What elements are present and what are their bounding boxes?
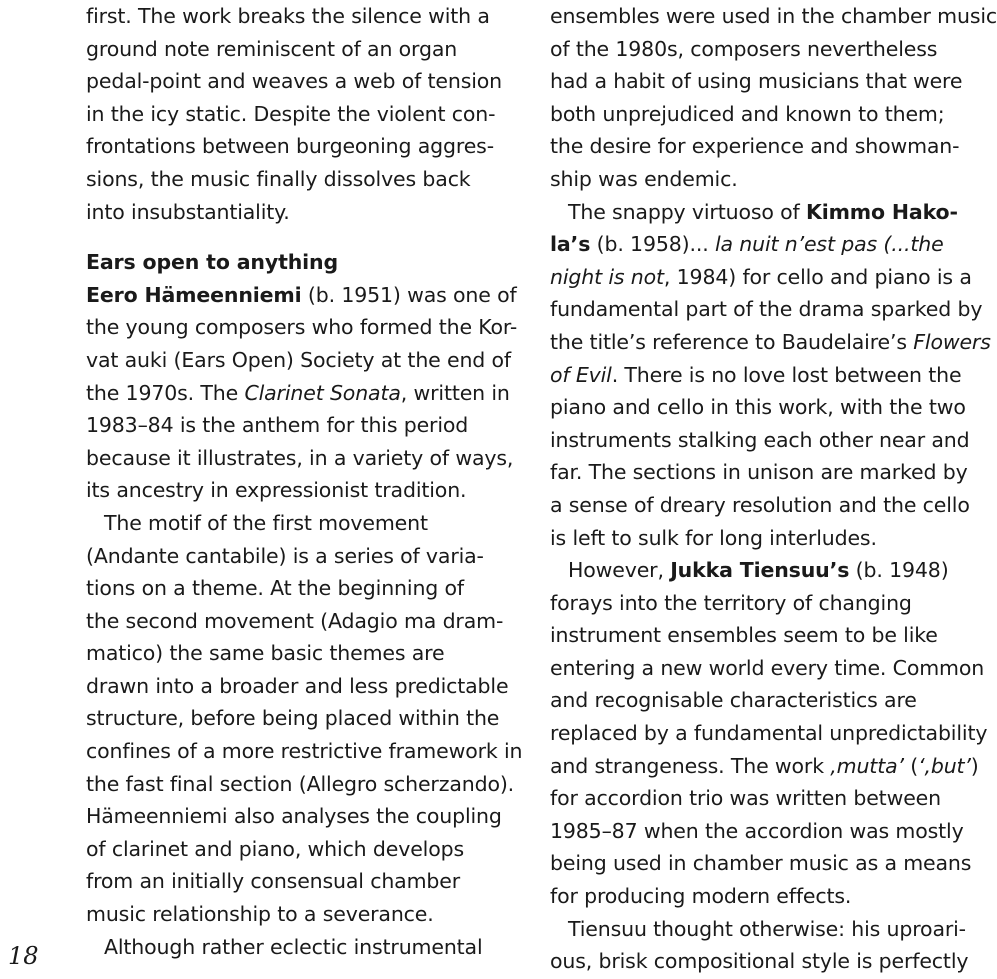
paragraph <box>550 587 988 750</box>
text-line: tions on a theme. At the beginning of <box>86 576 464 601</box>
text-line: structure, before being placed within the <box>86 706 500 731</box>
text-line: drawn into a broader and less predictable <box>86 673 509 698</box>
section-heading: Ears open to anything <box>86 250 339 275</box>
text-line: ous, brisk compositional style is perfectly <box>550 949 969 974</box>
text-line: (Andante cantabile) is a series of varia- <box>86 543 484 568</box>
text-line: the desire for experience and showman- <box>550 134 960 159</box>
text-line: matico) the same basic themes are <box>86 641 445 666</box>
work-title: la nuit n’est pas (...the <box>714 232 944 257</box>
text-line: for producing modern effects. <box>550 884 852 909</box>
text-line: far. The sections in unison are marked by <box>550 460 968 485</box>
text-line: of the 1980s, composers nevertheless <box>550 36 938 61</box>
text-line: music relationship to a severance. <box>86 902 434 927</box>
paragraph <box>86 311 518 376</box>
text-line: from an initially consensual chamber <box>86 869 461 894</box>
text-line: the young composers who formed the Kor- <box>86 315 518 340</box>
text-line: of Evil. There is no love lost between the <box>550 362 962 387</box>
text-line: a sense of dreary resolution and the cello <box>550 492 970 517</box>
paragraph <box>550 391 970 554</box>
text-line: Hämeenniemi also analyses the coupling <box>86 804 502 829</box>
paragraph <box>86 0 506 228</box>
composer-name: Kimmo Hako- <box>805 199 958 224</box>
paragraph <box>550 0 997 196</box>
text-line: frontations between burgeoning aggres- <box>86 134 494 159</box>
text-line: vat auki (Ears Open) Society at the end of <box>86 347 511 372</box>
text-line: replaced by a fundamental unpredictability <box>550 721 988 746</box>
left-column <box>86 0 523 963</box>
text-line: ground note reminiscent of an organ <box>86 36 458 61</box>
text-line: 1983–84 is the anthem for this period <box>86 413 469 438</box>
text-line: night is not, 1984) for cello and piano is a <box>550 264 972 289</box>
text-line: and recognisable characteristics are <box>550 688 917 713</box>
text-line: The motif of the first movement <box>104 510 428 535</box>
text-line: Tiensuu thought otherwise: his uproari- <box>568 916 966 941</box>
text-line: into insubstantiality. <box>86 199 290 224</box>
paragraph <box>550 913 970 978</box>
text-line: forays into the territory of changing <box>550 590 912 615</box>
text-line: first. The work breaks the silence with a <box>86 4 490 28</box>
text-line: is left to sulk for long interludes. <box>550 525 877 550</box>
text-line: both unprejudiced and known to them; <box>550 101 945 126</box>
text-line: the second movement (Adagio ma dram- <box>86 608 504 633</box>
text-line: confines of a more restrictive framework in <box>86 739 523 764</box>
paragraph <box>86 507 523 931</box>
text-line: the 1970s. The Clarinet Sonata, written in <box>86 380 510 405</box>
paragraph <box>550 782 970 912</box>
text-line: pedal-point and weaves a web of tension <box>86 69 503 94</box>
page-number: 18 <box>8 942 39 970</box>
right-column <box>550 0 997 978</box>
text-line: However, Jukka Tiensuu’s (b. 1948) <box>568 558 949 583</box>
text-line: its ancestry in expressionist tradition. <box>86 478 467 503</box>
text-line: The snappy virtuoso of Kimmo Hako- <box>568 199 958 224</box>
text-line: of clarinet and piano, which develops <box>86 836 464 861</box>
text-line: fundamental part of the drama sparked by <box>550 297 983 322</box>
text-line: sions, the music finally dissolves back <box>86 166 471 191</box>
text-line: Although rather eclectic instrumental <box>104 934 483 959</box>
text-line: 1985–87 when the accordion was mostly <box>550 818 964 843</box>
text-line: for accordion trio was written between <box>550 786 941 811</box>
text-line: ensembles were used in the chamber music <box>550 4 997 28</box>
text-line: Eero Hämeenniemi (b. 1951) was one of <box>86 282 517 307</box>
text-line: the title’s reference to Baudelaire’s Flowers <box>550 329 991 354</box>
text-line: instrument ensembles seem to be like <box>550 623 938 648</box>
work-title: Clarinet Sonata <box>244 380 401 405</box>
text-line: entering a new world every time. Common <box>550 655 985 680</box>
text-line: being used in chamber music as a means <box>550 851 972 876</box>
paragraph <box>86 409 514 507</box>
text-line: piano and cello in this work, with the two <box>550 395 966 420</box>
text-line: la’s (b. 1958)... la nuit n’est pas (...the <box>550 232 944 257</box>
text-line: in the icy static. Despite the violent con- <box>86 101 496 126</box>
text-line: the fast final section (Allegro scherzando). <box>86 771 515 796</box>
text-line: because it illustrates, in a variety of ways, <box>86 445 514 470</box>
text-line: ship was endemic. <box>550 166 738 191</box>
text-line: instruments stalking each other near and <box>550 427 970 452</box>
composer-name: Eero Hämeenniemi <box>86 282 302 307</box>
composer-name: Jukka Tiensuu’s <box>670 558 850 583</box>
text-line: had a habit of using musicians that were <box>550 69 963 94</box>
text-line: and strangeness. The work ‚mutta’ (‘,but’) <box>550 753 979 778</box>
